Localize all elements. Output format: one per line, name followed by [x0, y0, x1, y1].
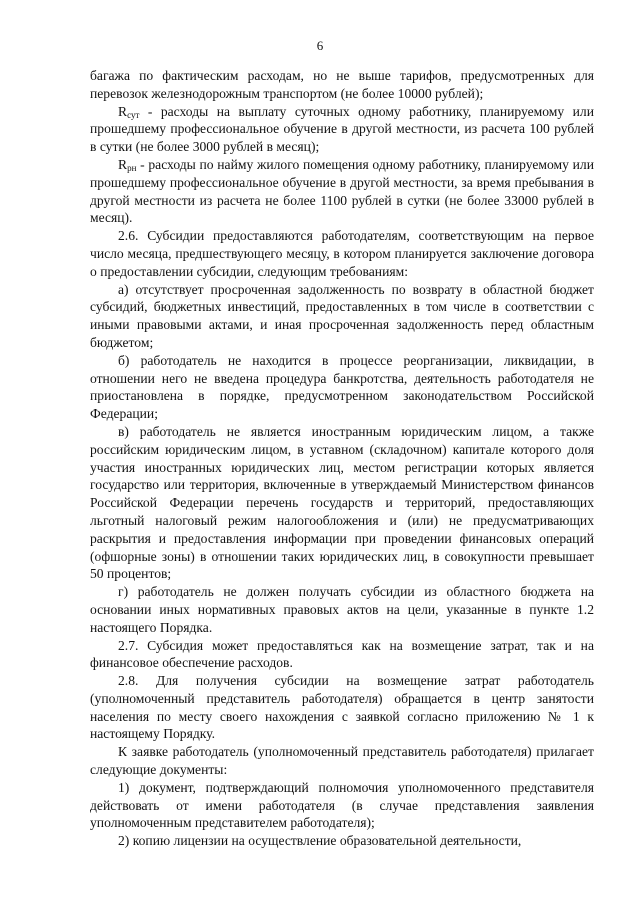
formula-subscript: рн — [127, 162, 137, 173]
paragraph: 2.6. Субсидии предоставляются работодателям, соответствующим на первое число месяца, предшествующего месяцу, в котором планируется заключение договора о предоставлении субсидии, следующим требованиям: — [90, 228, 594, 279]
paragraph: б) работодатель не находится в процессе реорганизации, ликвидации, в отношении него не введена процедура банкротства, деятельность работодателя не приостановлена в порядке, предусмотренном законодательством Российской Федерации; — [90, 352, 594, 422]
paragraph: 2) копию лицензии на осуществление образовательной деятельности, — [118, 833, 522, 849]
paragraph-text: - расходы по найму жилого помещения одному работнику, планируемому или прошедшему профессиональное обучение в другой местности, за время пребывания в другой местности из расчета не более 1100 рублей в сутки (не более 33000 рублей в месяц). — [90, 156, 594, 226]
paragraph: 1) документ, подтверждающий полномочия уполномоченного представителя действовать от имени работодателя (в случае представления заявления уполномоченным представителем работодателя); — [90, 779, 594, 831]
paragraph: г) работодатель не должен получать субсидии из областного бюджета на основании иных нормативных правовых актов на цели, указанные в пункте 1.2 настоящего Порядка. — [90, 584, 594, 635]
paragraph-r-sut — [90, 103, 594, 156]
paragraph: 2.7. Субсидия может предоставляться как на возмещение затрат, так и на финансовое обеспечение расходов. — [90, 637, 594, 671]
document-body — [90, 67, 594, 850]
paragraph-text: - расходы на выплату суточных одному работнику, планируемому или прошедшему профессиональное обучение в другой местности, из расчета 100 рублей в сутки (не более 3000 рублей в месяц); — [90, 103, 594, 155]
paragraph-r-rn — [90, 156, 594, 227]
paragraph: 2.8. Для получения субсидии на возмещение затрат работодатель (уполномоченный представитель работодателя) обращается в центр занятости населения по месту своего нахождения с заявкой согласно приложению № 1 к настоящему Порядку. — [90, 673, 594, 742]
formula-symbol: R — [118, 156, 128, 172]
paragraph: в) работодатель не является иностранным юридическим лицом, а также российским юридическим лицом, в уставном (складочном) капитале которого доля участия иностранных юридических лиц, местом регистрации которых является государство или территория, включенные в утверждаемый Министерством финансов Российской Федерации перечень государств и территорий, предоставляющих льготный налоговый режим налогообложения и (или) не предусматривающих раскрытия и предоставления информации при проведении финансовых операций (офшорные зоны) в отношении таких юридических лиц, в совокупности превышает 50 процентов; — [90, 423, 594, 582]
paragraph: а) отсутствует просроченная задолженность по возврату в областной бюджет субсидий, бюджетных инвестиций, предоставленных в том числе в соответствии с иными правовыми актами, и иная просроченная задолженность перед областным бюджетом; — [90, 281, 594, 350]
paragraph: багажа по фактическим расходам, но не выше тарифов, предусмотренных для перевозок железнодорожным транспортом (не более 10000 рублей); — [90, 68, 594, 101]
page-number: 6 — [316, 38, 324, 53]
formula-subscript: сут — [127, 109, 140, 120]
formula-symbol: R — [118, 103, 128, 119]
paragraph: К заявке работодатель (уполномоченный представитель работодателя) прилагает следующие документы: — [90, 744, 594, 778]
